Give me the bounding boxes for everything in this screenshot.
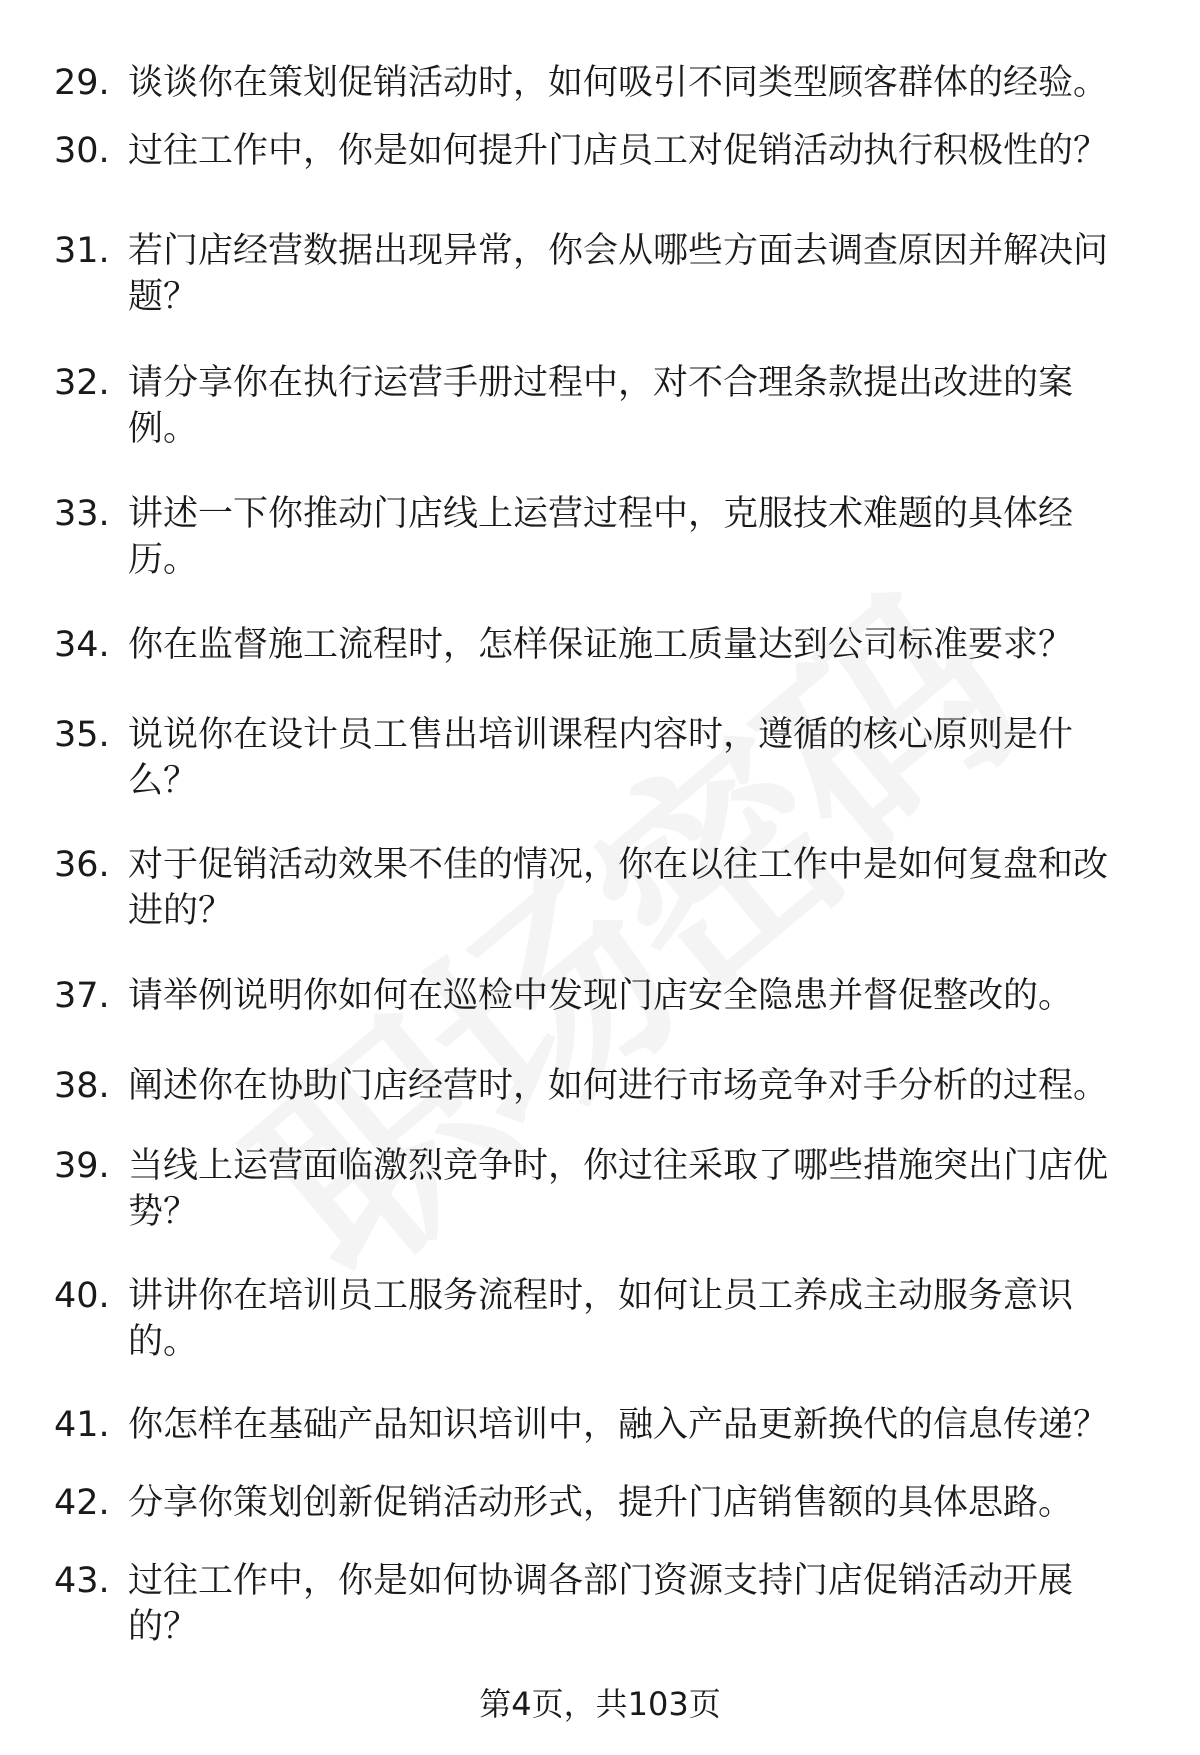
question-text: 你怎样在基础产品知识培训中，融入产品更新换代的信息传递？ [128, 1405, 1109, 1445]
question-number: 36. [54, 845, 110, 885]
question-number: 42. [54, 1483, 110, 1523]
question-number: 32. [54, 363, 110, 403]
question-number: 41. [54, 1405, 110, 1445]
question-text: 阐述你在协助门店经营时，如何进行市场竞争对手分析的过程。 [128, 1066, 1109, 1106]
question-text: 谈谈你在策划促销活动时，如何吸引不同类型顾客群体的经验。 [128, 63, 1109, 103]
question-number: 34. [54, 625, 110, 665]
question-number: 40. [54, 1276, 110, 1316]
question-number: 30. [54, 131, 110, 171]
question-number: 37. [54, 976, 110, 1016]
page-number-label: 第4页，共103页 [479, 1685, 721, 1723]
page-footer [0, 1683, 1200, 1725]
question-number: 43. [54, 1561, 110, 1601]
question-text: 过往工作中，你是如何提升门店员工对促销活动执行积极性的？ [128, 131, 1109, 171]
question-text: 讲讲你在培训员工服务流程时，如何让员工养成主动服务意识的。 [128, 1276, 1074, 1362]
question-text: 分享你策划创新促销活动形式，提升门店销售额的具体思路。 [128, 1483, 1074, 1523]
question-text: 过往工作中，你是如何协调各部门资源支持门店促销活动开展的？ [128, 1561, 1074, 1647]
question-number: 35. [54, 715, 110, 755]
question-text: 讲述一下你推动门店线上运营过程中，克服技术难题的具体经历。 [128, 494, 1074, 580]
question-number: 39. [54, 1146, 110, 1186]
question-text: 若门店经营数据出现异常，你会从哪些方面去调查原因并解决问题？ [128, 231, 1109, 317]
question-text: 对于促销活动效果不佳的情况，你在以往工作中是如何复盘和改进的？ [128, 845, 1109, 931]
question-number: 29. [54, 63, 110, 103]
question-number: 33. [54, 494, 110, 534]
question-number: 38. [54, 1066, 110, 1106]
question-text: 请举例说明你如何在巡检中发现门店安全隐患并督促整改的。 [128, 976, 1074, 1016]
question-number: 31. [54, 231, 110, 271]
question-text: 说说你在设计员工售出培训课程内容时，遵循的核心原则是什么？ [128, 715, 1074, 801]
question-text: 当线上运营面临激烈竞争时，你过往采取了哪些措施突出门店优势？ [128, 1146, 1109, 1232]
question-text: 请分享你在执行运营手册过程中，对不合理条款提出改进的案例。 [128, 363, 1074, 449]
question-text: 你在监督施工流程时，怎样保证施工质量达到公司标准要求？ [128, 625, 1074, 665]
